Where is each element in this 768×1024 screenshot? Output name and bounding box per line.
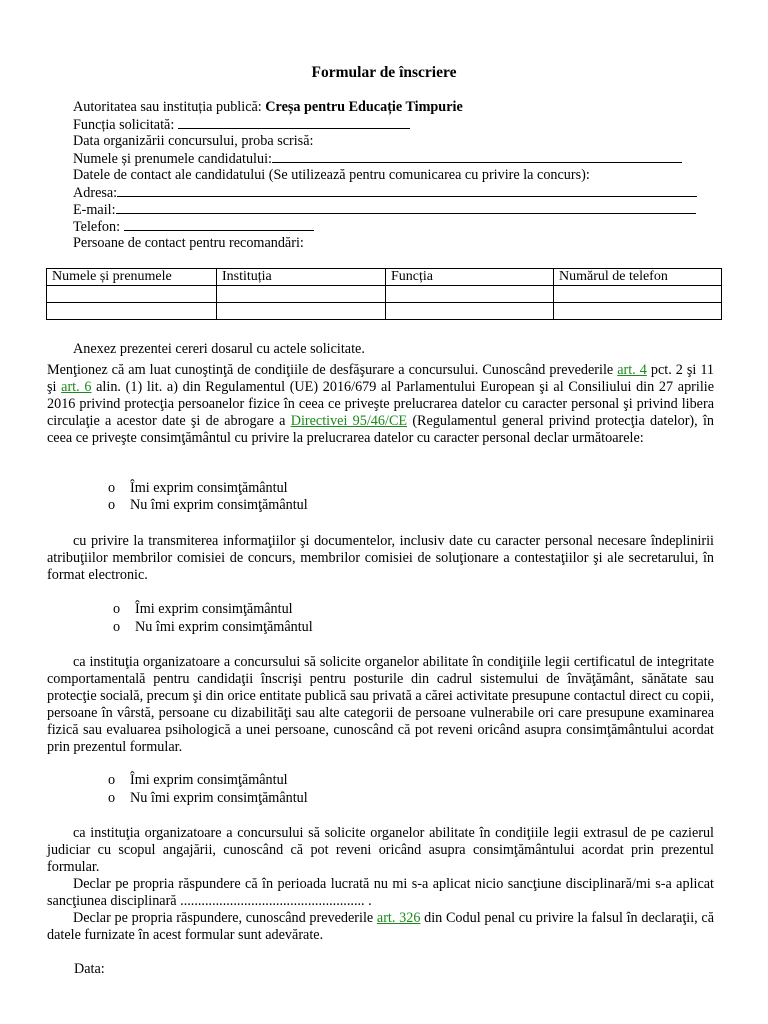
function-label: Funcția solicitată: xyxy=(73,117,178,133)
consent-intro-a: Menţionez că am luat cunoştinţă de condiţiile de desfăşurare a concursului. Cunoscând prevederile xyxy=(47,362,618,378)
function-field[interactable] xyxy=(178,116,410,129)
name-label: Numele și prenumele candidatului: xyxy=(73,151,272,167)
table-cell[interactable] xyxy=(217,303,386,320)
phone-label: Telefon: xyxy=(73,219,124,235)
transmit-paragraph xyxy=(47,533,714,584)
column-header: Numele și prenumele xyxy=(47,269,217,286)
table-row xyxy=(47,286,722,303)
option-label: Îmi exprim consimţământul xyxy=(130,480,288,496)
table-cell[interactable] xyxy=(386,303,554,320)
option-agree-3[interactable] xyxy=(108,772,288,789)
phone-field[interactable] xyxy=(124,218,314,231)
criminal-record-paragraph xyxy=(47,825,714,876)
sanction-paragraph xyxy=(47,876,714,910)
name-field[interactable] xyxy=(272,150,682,163)
column-header: Numărul de telefon xyxy=(554,269,722,286)
option-disagree-2[interactable] xyxy=(113,619,313,636)
consent-intro-b: pct. 2 şi 11 şi xyxy=(47,362,714,395)
table-header-row xyxy=(47,269,722,286)
sanction-text: Declar pe propria răspundere că în perioada lucrată nu mi s-a aplicat nicio sancţiune disciplinară/mi s-a aplicat sancţiunea disciplinară .................................................... . xyxy=(47,876,714,909)
email-field[interactable] xyxy=(116,201,696,214)
table-cell[interactable] xyxy=(47,286,217,303)
link-art-4[interactable]: art. 4 xyxy=(617,362,647,378)
link-art-326[interactable]: art. 326 xyxy=(376,910,421,926)
option-label: Nu îmi exprim consimţământul xyxy=(135,619,313,635)
column-header: Funcția xyxy=(386,269,554,286)
option-label: Nu îmi exprim consimţământul xyxy=(130,790,308,806)
authority-value: Creșa pentru Educație Timpurie xyxy=(265,99,463,115)
option-bullet: o xyxy=(108,480,116,496)
link-directive[interactable]: Directivei 95/46/CE xyxy=(290,413,408,429)
option-agree-1[interactable] xyxy=(108,480,288,497)
option-bullet: o xyxy=(108,790,116,806)
option-bullet: o xyxy=(108,772,116,788)
criminal-record-text: ca instituţia organizatoare a concursului să solicite organelor abilitate în condiţiile legii extrasul de pe cazierul judiciar cu scopul angajării, cunoscând că pot reveni oricând asupra consimţământului acordat prin prezentul formular. xyxy=(47,825,714,875)
phone-line xyxy=(73,218,314,236)
table-cell[interactable] xyxy=(217,286,386,303)
transmit-text: cu privire la transmiterea informaţiilor şi documentelor, inclusiv date cu caracter personal necesare îndeplinirii atribuţiilor membrilor comisiei de concurs, membrilor comisiei de soluţionare a contestaţiilor şi ale secretarului, în format electronic. xyxy=(47,533,714,583)
table-cell[interactable] xyxy=(386,286,554,303)
link-art-6[interactable]: art. 6 xyxy=(61,379,92,395)
table-cell[interactable] xyxy=(47,303,217,320)
option-label: Îmi exprim consimţământul xyxy=(135,601,293,617)
date-exam-label: Data organizării concursului, proba scrisă: xyxy=(73,133,314,149)
date-footer-label: Data: xyxy=(74,961,105,977)
option-disagree-3[interactable] xyxy=(108,790,308,807)
penal-text-b: din Codul penal cu privire la falsul în declaraţii, că datele furnizate în acest formular sunt adevărate. xyxy=(47,910,714,943)
function-line xyxy=(73,116,410,134)
recommendations-table xyxy=(46,268,722,320)
contact-line xyxy=(73,167,590,184)
table-row xyxy=(47,303,722,320)
consent-intro-paragraph xyxy=(47,362,714,447)
contact-label: Datele de contact ale candidatului (Se utilizează pentru comunicarea cu privire la concurs): xyxy=(73,167,590,183)
address-label: Adresa: xyxy=(73,185,118,201)
option-bullet: o xyxy=(108,497,116,513)
address-line xyxy=(73,184,697,202)
penal-paragraph xyxy=(47,910,714,944)
option-bullet: o xyxy=(113,601,121,617)
integrity-paragraph xyxy=(47,654,714,756)
option-disagree-1[interactable] xyxy=(108,497,308,514)
recommend-label: Persoane de contact pentru recomandări: xyxy=(73,235,304,251)
page-title: Formular de înscriere xyxy=(311,64,457,81)
option-label: Nu îmi exprim consimţământul xyxy=(130,497,308,513)
option-agree-2[interactable] xyxy=(113,601,293,618)
authority-label: Autoritatea sau instituția publică: xyxy=(73,99,266,115)
option-bullet: o xyxy=(113,619,121,635)
consent-intro-d: (Regulamentul general privind protecţia datelor), în ceea ce priveşte consimţământul cu privire la prelucrarea datelor cu caracter personal declar următoarele: xyxy=(47,413,714,446)
integrity-text: ca instituţia organizatoare a concursului să solicite organelor abilitate în condiţiile legii certificatul de integritate comportamentală pentru candidaţii înscrişi pentru posturile din cadrul sistemului de învăţământ, sănătate sau protecţie socială, precum şi din orice entitate publică sau privată a cărei activitate presupune contactul direct cu copii, persoane în vârstă, persoane cu dizabilităţi sau alte categorii de persoane vulnerabile ori care presupune examinarea fizică sau evaluarea psihologică a unei persoane, cunoscând că pot reveni oricând asupra consimţământului acordat prin prezentul formular. xyxy=(47,654,714,755)
date-footer-line xyxy=(74,961,105,978)
table-cell[interactable] xyxy=(554,303,722,320)
name-line xyxy=(73,150,682,168)
table-cell[interactable] xyxy=(554,286,722,303)
recommend-line xyxy=(73,235,304,252)
email-line xyxy=(73,201,696,219)
authority-line xyxy=(73,99,463,116)
annex-text: Anexez prezentei cereri dosarul cu actele solicitate. xyxy=(73,341,365,357)
email-label: E-mail: xyxy=(73,202,116,218)
consent-intro-c: alin. (1) lit. a) din Regulamentul (UE) 2016/679 al Parlamentului European şi al Consiliului din 27 aprilie 2016 privind protecţia persoanelor fizice în ceea ce priveşte prelucrarea datelor cu caracter personal şi privind libera circulaţie a acestor date şi de abrogare a xyxy=(47,379,715,429)
annex-line xyxy=(73,341,365,358)
option-label: Îmi exprim consimţământul xyxy=(130,772,288,788)
address-field[interactable] xyxy=(117,184,697,197)
column-header: Instituția xyxy=(217,269,386,286)
date-exam-line xyxy=(73,133,313,150)
penal-text-a: Declar pe propria răspundere, cunoscând prevederile xyxy=(73,910,377,926)
